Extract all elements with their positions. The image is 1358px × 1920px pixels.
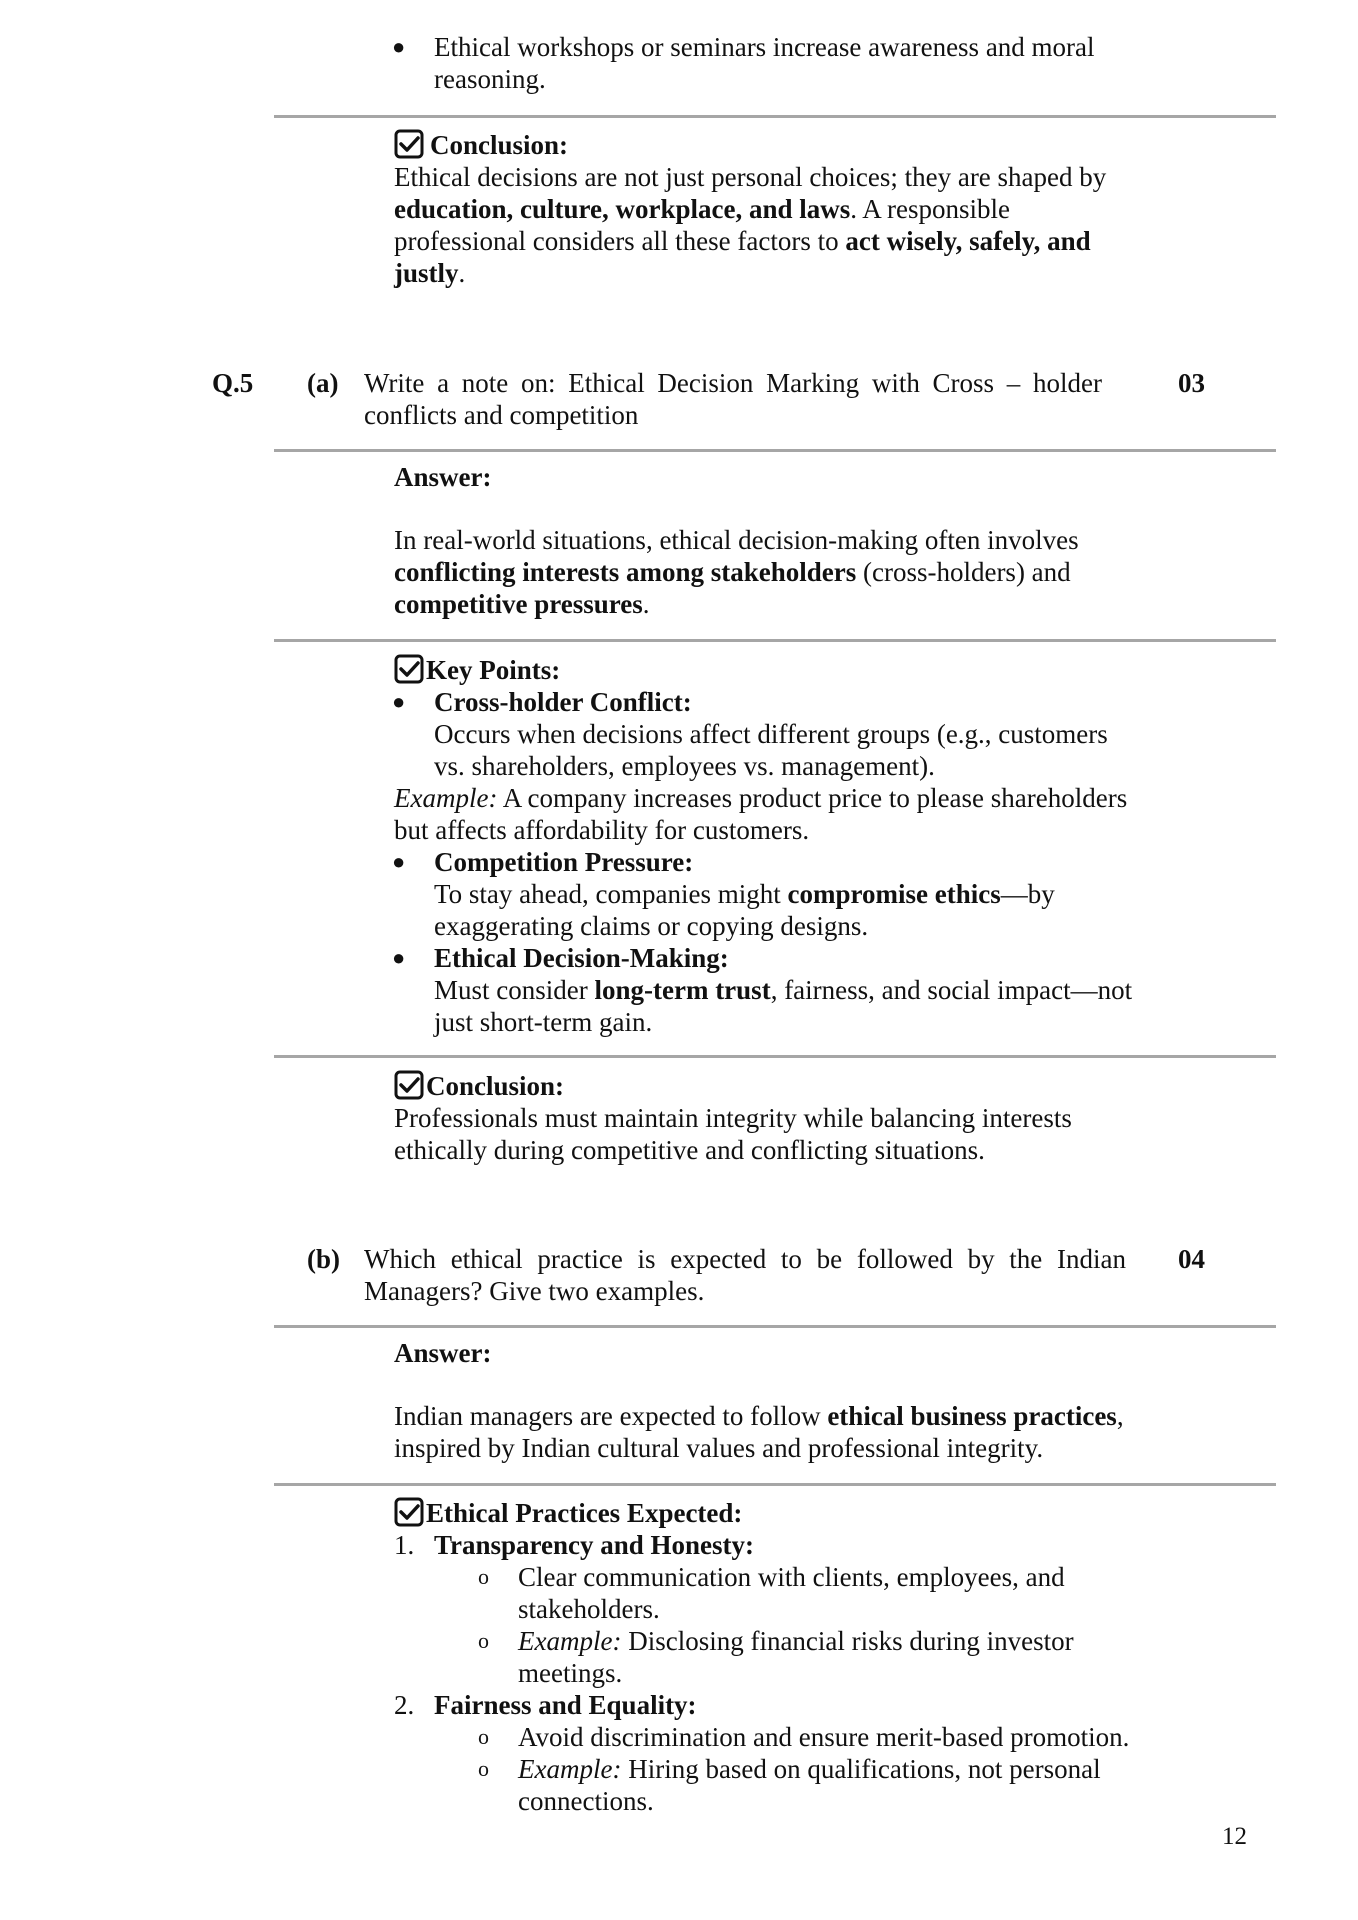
practice-2-title: Fairness and Equality: [434, 1690, 697, 1720]
practice-2-number: 2. [394, 1690, 415, 1720]
practice-1-sub-1: Clear communication with clients, employees, and stakeholders. [518, 1562, 1065, 1624]
part-a-marks: 03 [1178, 368, 1205, 398]
practice-1-sub-2: Example: Disclosing financial risks during investor meetings. [518, 1626, 1074, 1688]
part-b-answer-text: Indian managers are expected to follow ethical business practices, inspired by Indian cultural values and professional integrity. [394, 1401, 1124, 1463]
key-point-competition: Competition Pressure: To stay ahead, companies might compromise ethics—by exaggerating claims or copying designs. [434, 847, 1055, 941]
hollow-circle-icon: o [478, 1628, 489, 1653]
practices-heading: Ethical Practices Expected: [394, 1497, 742, 1529]
part-a-label: (a) [307, 368, 339, 398]
key-point-ethical-decision: Ethical Decision-Making: Must consider long-term trust, fairness, and social impact—not just short-term gain. [434, 943, 1133, 1037]
part-a-conclusion-text: Professionals must maintain integrity while balancing interests ethically during competitive and conflicting situations. [394, 1103, 1072, 1165]
hollow-circle-icon: o [478, 1756, 489, 1781]
divider [274, 1055, 1276, 1058]
checkbox-check-icon [394, 129, 424, 159]
top-conclusion-heading: Conclusion: [394, 129, 568, 161]
top-conclusion-text: Ethical decisions are not just personal choices; they are shaped by education, culture, workplace, and laws. A responsible professional considers all these factors to act wisely, safely, and justly. [394, 162, 1107, 288]
key-point-cross-holder: Cross-holder Conflict: Occurs when decisions affect different groups (e.g., customers vs. shareholders, employees vs. management). [434, 687, 1108, 781]
divider [274, 639, 1276, 642]
divider [274, 115, 1276, 118]
hollow-circle-icon: o [478, 1564, 489, 1589]
practice-1-number: 1. [394, 1530, 415, 1560]
practice-2-sub-1: Avoid discrimination and ensure merit-based promotion. [518, 1722, 1130, 1752]
answer-heading: Answer: [394, 1338, 492, 1368]
divider [274, 1325, 1276, 1328]
part-b-marks: 04 [1178, 1244, 1205, 1274]
hollow-circle-icon: o [478, 1724, 489, 1749]
divider [274, 449, 1276, 452]
practice-1-title: Transparency and Honesty: [434, 1530, 755, 1560]
part-a-conclusion-heading: Conclusion: [394, 1070, 564, 1102]
part-a-question: Write a note on: Ethical Decision Marking with Cross – holder conflicts and competition [364, 368, 1102, 430]
question-number: Q.5 [212, 368, 254, 398]
part-a-answer-text: In real-world situations, ethical decision-making often involves conflicting interests among stakeholders (cross-holders) and competitive pressures. [394, 525, 1079, 619]
practice-2-sub-2: Example: Hiring based on qualifications, not personal connections. [518, 1754, 1101, 1816]
key-points-heading: Key Points: [394, 654, 560, 686]
divider [274, 1483, 1276, 1486]
bullet-text: Ethical workshops or seminars increase awareness and moral reasoning. [434, 32, 1095, 94]
checkbox-check-icon [394, 1070, 424, 1100]
bullet-dot-icon: ● [392, 34, 406, 59]
bullet-dot-icon: ● [392, 945, 406, 970]
part-b-label: (b) [307, 1244, 340, 1274]
checkbox-check-icon [394, 1497, 424, 1527]
bullet-dot-icon: ● [392, 689, 406, 714]
key-point-example: Example: A company increases product price to please shareholders but affects affordability for customers. [394, 783, 1128, 845]
answer-heading: Answer: [394, 462, 492, 492]
page-number: 12 [1222, 1823, 1247, 1850]
checkbox-check-icon [394, 654, 424, 684]
bullet-dot-icon: ● [392, 849, 406, 874]
part-b-question: Which ethical practice is expected to be followed by the Indian Managers? Give two examples. [364, 1244, 1126, 1306]
